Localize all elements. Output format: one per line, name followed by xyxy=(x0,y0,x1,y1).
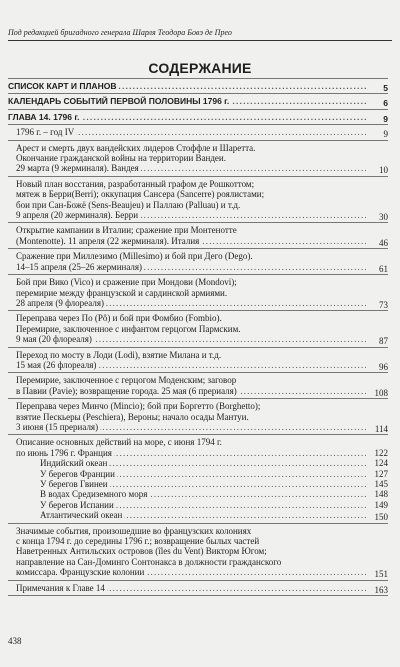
toc-entry[interactable]: Открытие кампании в Италии; сражение при Монтенотте (Montenotte). 11 апреля (22 жерминаля). Италия ..... 46 xyxy=(8,223,388,248)
toc-subentry[interactable]: У берегов Испании ..... 149 xyxy=(8,500,388,510)
toc-entry[interactable]: Описание основных действий на море, с июня 1794 г. по июнь 1796 г. Франция ..... 122 xyxy=(8,435,388,458)
page-title: СОДЕРЖАНИЕ xyxy=(148,60,252,76)
running-header: Под редакцией бригадного генерала Шарля Теодора Бовэ де Прео xyxy=(8,28,232,37)
table-of-contents xyxy=(8,78,388,596)
toc-entry-notes[interactable]: Примечания к Главе 14 ..... 163 xyxy=(8,581,388,595)
page-number: 438 xyxy=(8,636,22,646)
toc-entry[interactable]: Арест и смерть двух вандейских лидеров Стоффле и Шаретта. Окончание гражданской войны на территории Вандеи. 29 марта (9 жерминаля). Вандея ..... 10 xyxy=(8,141,388,176)
toc-entry[interactable]: Бой при Вико (Vico) и сражение при Мондови (Mondovi); перемирие между французской и сардинской армиями. 28 апреля (9 флореаля) ..... 73 xyxy=(8,275,388,310)
toc-entry[interactable]: Перемирие, заключенное с герцогом Моденским; заговор в Павии (Pavie); возвращение города. 25 мая (6 прериаля) ..... 108 xyxy=(8,373,388,398)
toc-entry-maps[interactable]: СПИСОК КАРТ И ПЛАНОВ ..... 5 xyxy=(8,79,388,93)
toc-subentry[interactable]: Индийский океан ..... 124 xyxy=(8,458,388,468)
toc-entry-calendar[interactable]: КАЛЕНДАРЬ СОБЫТИЙ ПЕРВОЙ ПОЛОВИНЫ 1796 г. ..... 6 xyxy=(8,94,388,108)
toc-entry[interactable]: Переправа через Минчо (Mincio); бой при Боргетто (Borghetto); взятие Пескьеры (Peschiera), Вероны; начало осады Мантуи. 3 июня (15 прериаля) ..... 114 xyxy=(8,399,388,434)
toc-entry-chapter[interactable]: ГЛАВА 14. 1796 г. ..... 9 xyxy=(8,110,388,124)
toc-subentry[interactable]: В водах Средиземного моря ..... 148 xyxy=(8,489,388,499)
toc-entry[interactable]: Значимые события, произошедшие во французских колониях с конца 1794 г. до середины 1796 г.; возвращение былых частей Наветренных Антильских островов (îles du Vent) Викторм Югом; направление на Сан-Доминго Сонтонакса в должности гражданского комиссара. Французские колонии ..... 151 xyxy=(8,524,388,580)
toc-entry[interactable]: Сражение при Миллезимо (Millesimo) и бой при Дего (Dego). 14–15 апреля (25–26 жерминаля) ..... 61 xyxy=(8,249,388,274)
toc-subentry[interactable]: У берегов Гвинеи ..... 145 xyxy=(8,479,388,489)
toc-subentry[interactable]: У берегов Франции ..... 127 xyxy=(8,469,388,479)
toc-entry[interactable]: Переправа через По (Pô) и бой при Фомбио (Fombio). Перемирие, заключенное с инфантом герцогом Пармским. 9 мая (20 флореаля) ..... 87 xyxy=(8,311,388,346)
toc-entry[interactable]: Новый план восстания, разработанный графом де Рошкоттом; мятеж в Берри(Berri); оккупация Сансера (Sancerre) роялистами; бои при Сан-Божё (Sens-Beaujeu) и Паллаю (Palluau) и т.д. 9 апреля (20 жерминаля). Берри ..... 30 xyxy=(8,177,388,223)
toc-entry-year[interactable]: 1796 г. – год IV ..... 9 xyxy=(8,125,388,139)
header-rule xyxy=(8,40,392,41)
toc-entry[interactable]: Переход по мосту в Лоди (Lodi), взятие Милана и т.д. 15 мая (26 флореаля) ..... 96 xyxy=(8,348,388,373)
divider xyxy=(8,595,388,596)
toc-subentry[interactable]: Атлантический океан ..... 150 xyxy=(8,510,388,522)
